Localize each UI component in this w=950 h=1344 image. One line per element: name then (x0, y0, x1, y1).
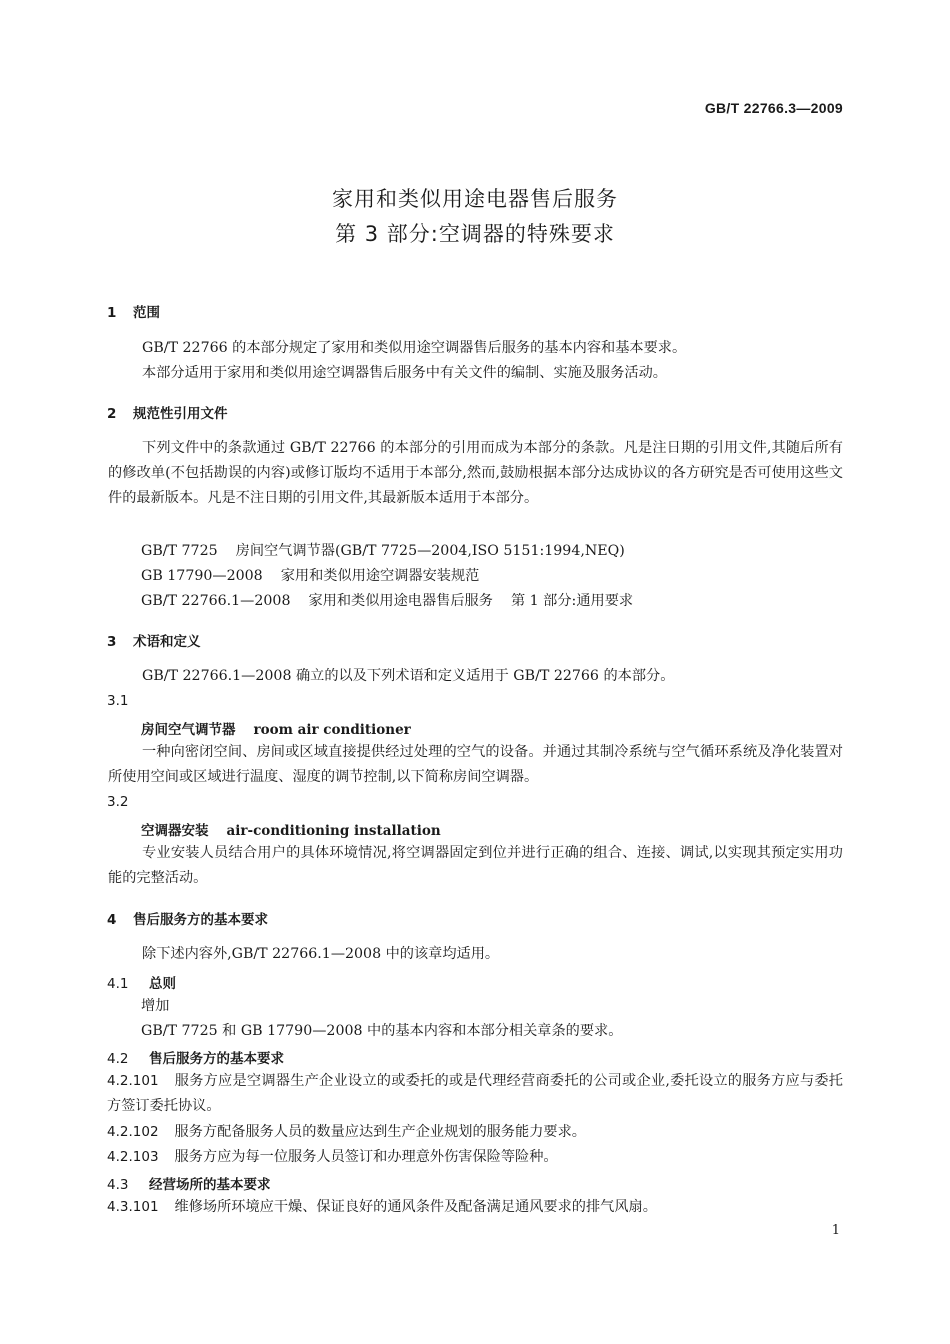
page-number: 1 (831, 1223, 840, 1238)
reference-item (141, 590, 633, 610)
clause-text: 服务方配备服务人员的数量应达到生产企业规划的服务能力要求。 (174, 1124, 586, 1140)
clause-item (107, 1195, 843, 1220)
section-number: 2 (107, 406, 117, 422)
clause-number: 4.2.101 (107, 1073, 159, 1089)
term-heading (141, 819, 441, 839)
subsection-title: 总则 (149, 976, 176, 992)
section-title: 术语和定义 (133, 634, 201, 650)
term-number: 3.2 (107, 794, 129, 810)
clause-number: 4.2.103 (107, 1149, 159, 1165)
clause-text: 服务方应是空调器生产企业设立的或委托的或是代理经营商委托的公司或企业,委托设立的服务方应与委托方签订委托协议。 (107, 1073, 843, 1114)
section-title: 规范性引用文件 (133, 406, 228, 422)
subsection-number: 4.2 (107, 1051, 129, 1067)
section-1-paragraph-2: 本部分适用于家用和类似用途空调器售后服务中有关文件的编制、实施及服务活动。 (142, 365, 667, 381)
reference-code: GB/T 7725 (141, 543, 218, 559)
term-number: 3.1 (107, 693, 129, 709)
clause-text: 服务方应为每一位服务人员签订和办理意外伤害保险等险种。 (174, 1149, 558, 1165)
section-4-paragraph-1: 除下述内容外,GB/T 22766.1—2008 中的该章均适用。 (142, 946, 500, 962)
reference-code: GB 17790—2008 (141, 568, 263, 584)
section-3-paragraph-1: GB/T 22766.1—2008 确立的以及下列术语和定义适用于 GB/T 22766 的本部分。 (142, 668, 675, 684)
reference-title: 房间空气调节器(GB/T 7725—2004,ISO 5151:1994,NEQ) (235, 543, 625, 559)
section-1-heading (107, 301, 160, 321)
subsection-4-3-heading (107, 1173, 271, 1193)
subsection-title: 售后服务方的基本要求 (149, 1051, 284, 1067)
subsection-number: 4.3 (107, 1177, 129, 1193)
reference-title: 家用和类似用途空调器安装规范 (280, 568, 480, 584)
term-definition: 专业安装人员结合用户的具体环境情况,将空调器固定到位并进行正确的组合、连接、调试,以实现其预定实用功能的完整活动。 (108, 845, 843, 886)
term-chinese: 房间空气调节器 (141, 722, 236, 738)
clause-item (107, 1145, 843, 1170)
section-title: 范围 (133, 305, 160, 321)
amendment-text: GB/T 7725 和 GB 17790—2008 中的基本内容和本部分相关章条的要求。 (141, 1023, 623, 1039)
term-chinese: 空调器安装 (141, 823, 209, 839)
term-english: air-conditioning installation (226, 823, 441, 839)
section-number: 1 (107, 305, 117, 321)
section-3-heading (107, 630, 201, 650)
doc-title-line1: 家用和类似用途电器售后服务 (332, 187, 618, 211)
section-2-heading (107, 402, 228, 422)
subsection-title: 经营场所的基本要求 (149, 1177, 271, 1193)
amendment-label: 增加 (141, 998, 170, 1014)
term-definition: 一种向密闭空间、房间或区域直接提供经过处理的空气的设备。并通过其制冷系统与空气循环系统及净化装置对所使用空间或区域进行温度、湿度的调节控制,以下简称房间空调器。 (108, 744, 843, 785)
reference-code: GB/T 22766.1—2008 (141, 593, 291, 609)
section-1-paragraph-1: GB/T 22766 的本部分规定了家用和类似用途空调器售后服务的基本内容和基本要求。 (142, 340, 687, 356)
section-number: 4 (107, 912, 117, 928)
clause-number: 4.2.102 (107, 1124, 159, 1140)
clause-item (107, 1069, 843, 1119)
clause-item (107, 1120, 843, 1145)
term-english: room air conditioner (253, 722, 411, 738)
doc-title-line2: 第 3 部分:空调器的特殊要求 (335, 222, 615, 246)
clause-number: 4.3.101 (107, 1199, 159, 1215)
section-number: 3 (107, 634, 117, 650)
reference-item (141, 565, 479, 585)
clause-text: 维修场所环境应干燥、保证良好的通风条件及配备满足通风要求的排气风扇。 (174, 1199, 657, 1215)
reference-title: 家用和类似用途电器售后服务 (308, 593, 493, 609)
section-title: 售后服务方的基本要求 (133, 912, 268, 928)
subsection-number: 4.1 (107, 976, 129, 992)
section-4-heading (107, 908, 268, 928)
standard-code: GB/T 22766.3—2009 (704, 100, 843, 116)
subsection-4-1-heading (107, 972, 176, 992)
section-2-paragraph-1: 下列文件中的条款通过 GB/T 22766 的本部分的引用而成为本部分的条款。凡是注日期的引用文件,其随后所有的修改单(不包括勘误的内容)或修订版均不适用于本部分,然而,鼓励根据本部分达成协议的各方研究是否可使用这些文件的最新版本。凡是不注日期的引用文件,其最新版本适用于本部分。 (108, 440, 843, 506)
reference-subtitle: 第 1 部分:通用要求 (510, 593, 634, 609)
term-heading (141, 718, 411, 738)
subsection-4-2-heading (107, 1047, 284, 1067)
reference-item (141, 540, 625, 560)
